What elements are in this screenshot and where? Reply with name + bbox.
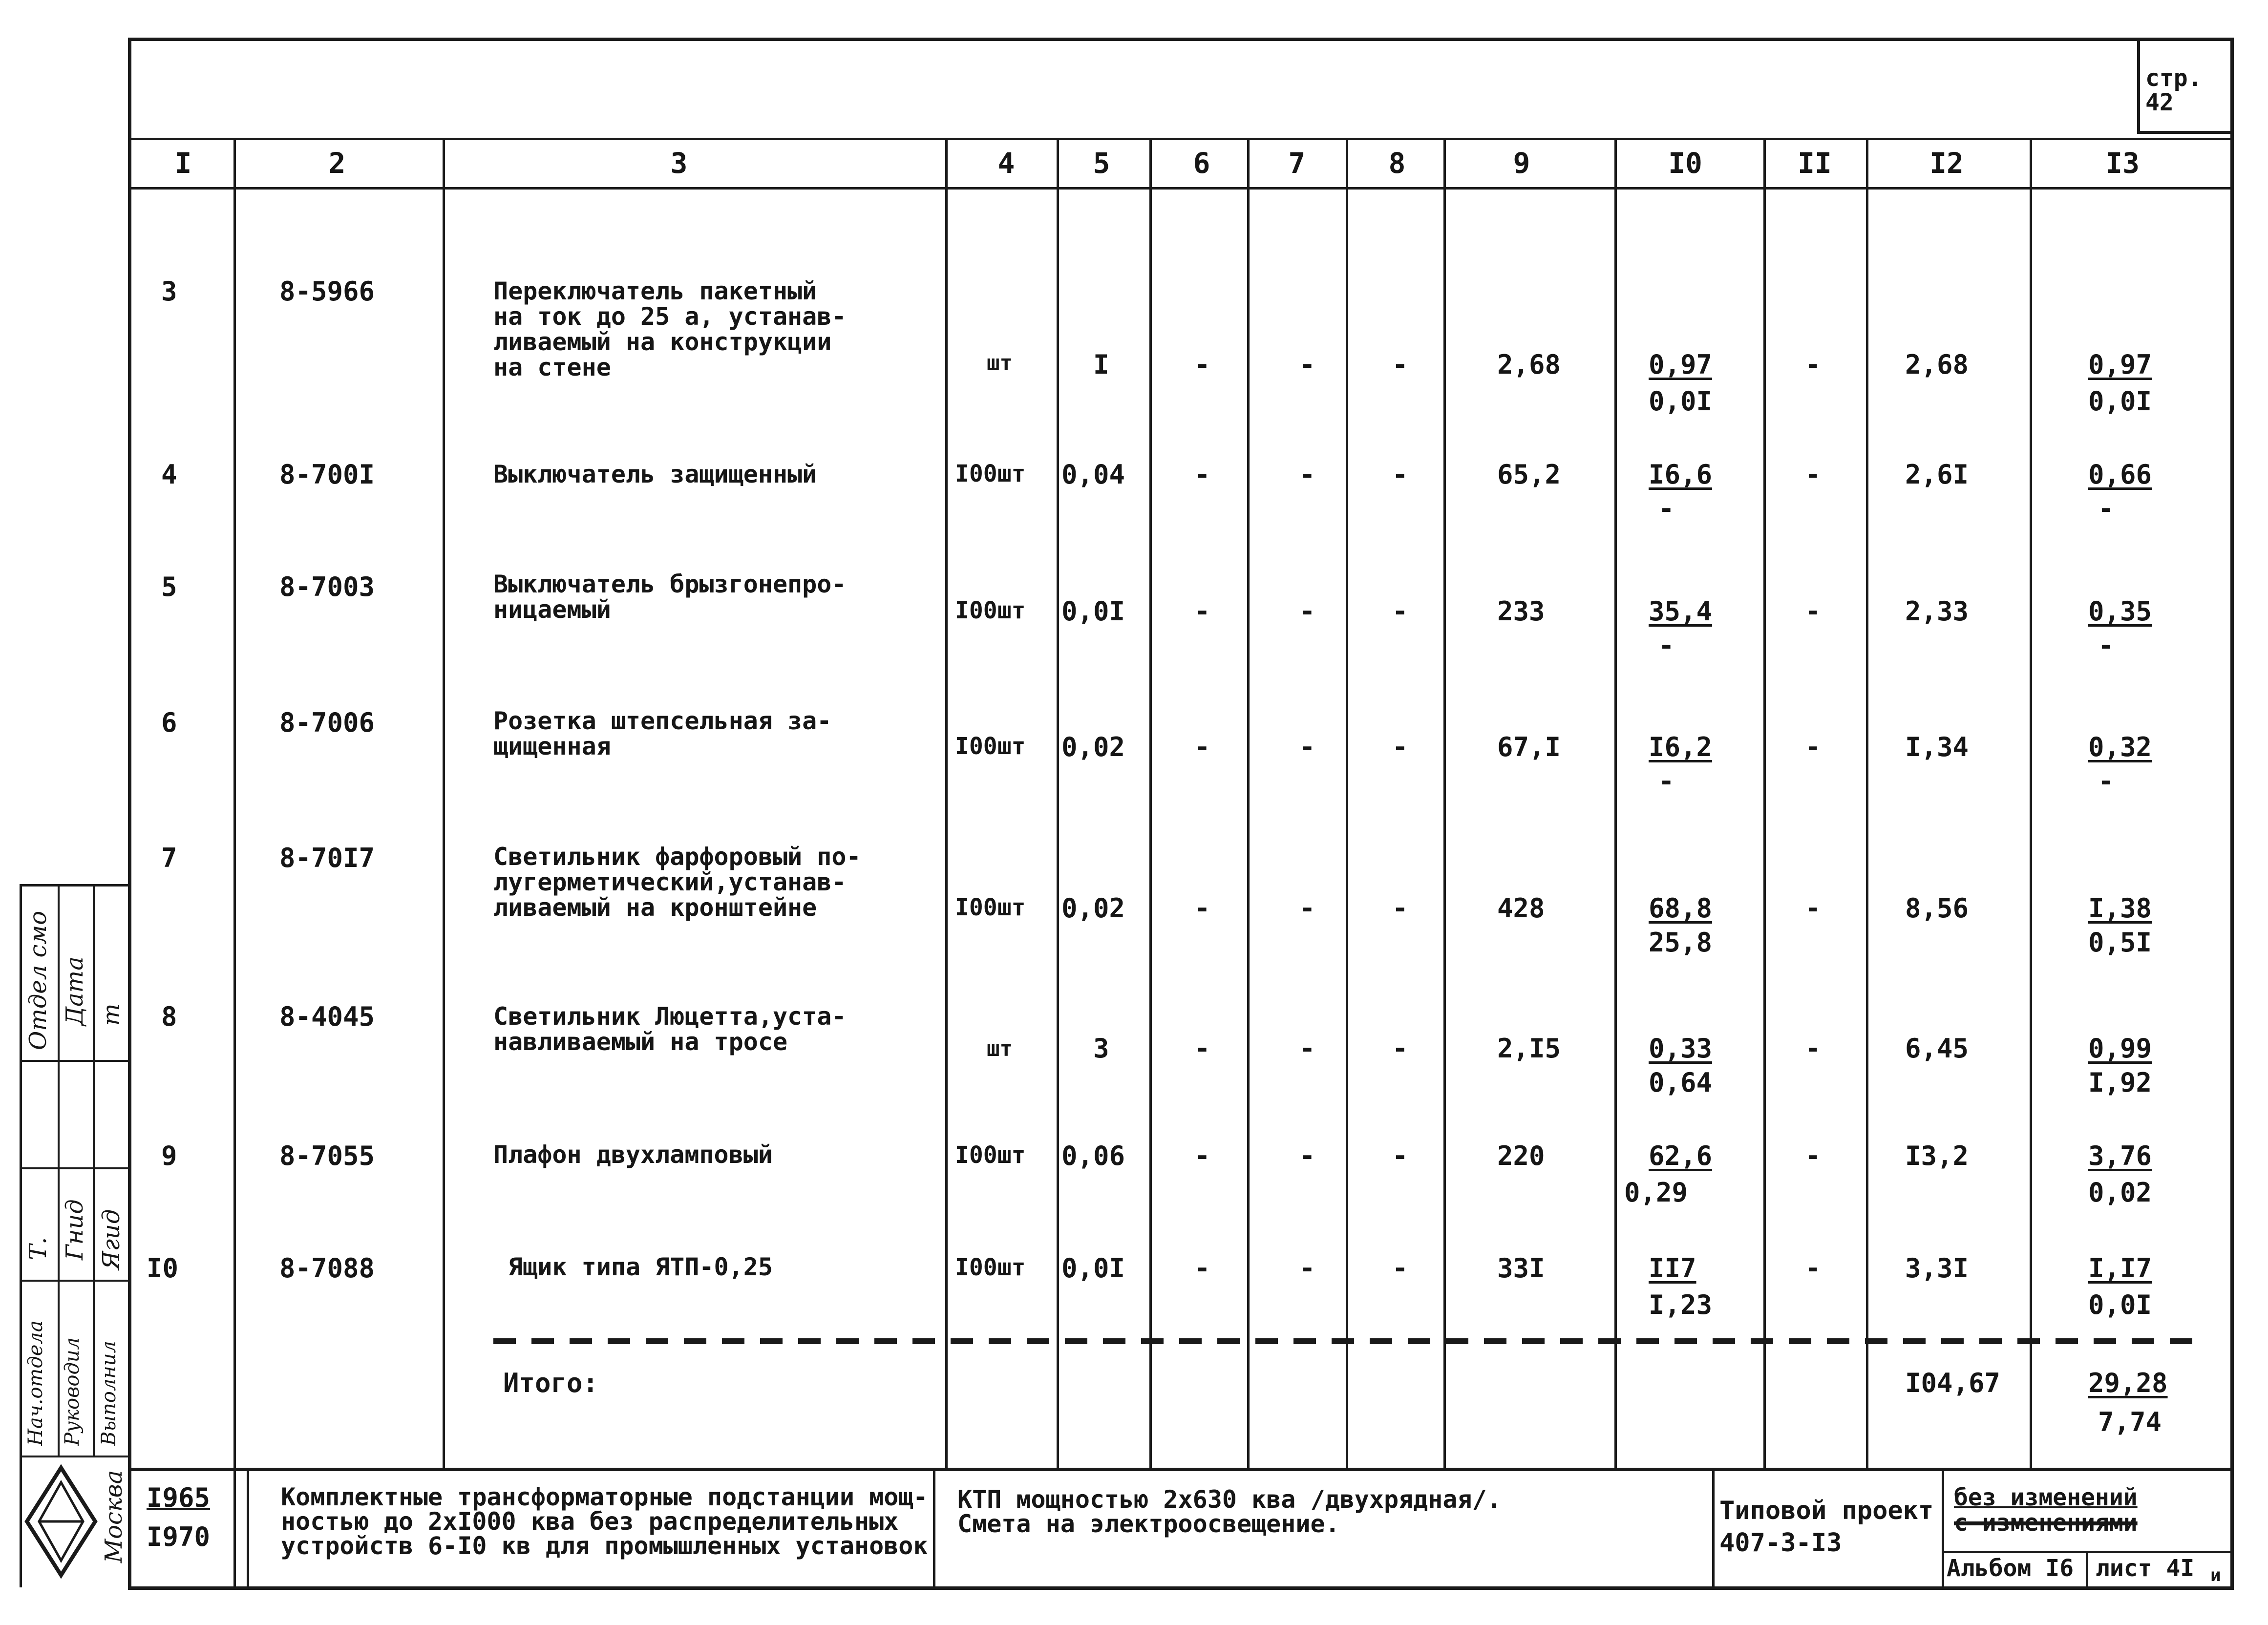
stamp-col-1 [58,884,60,1456]
year-end: I970 [147,1521,211,1552]
row-c8: - [1392,596,1408,627]
page-box-left [2137,41,2140,134]
dash-segment [608,1338,630,1344]
row-code: 8-7003 [279,571,375,602]
project-number: Типовой проект 407-3-I3 [1719,1496,1934,1558]
row-description: Светильник Люцетта,уста- навливаемый на тросе [493,1002,847,1056]
dash-segment [1065,1338,1087,1344]
total-c13-bottom: 7,74 [2098,1407,2162,1437]
change-status-2: с изменениями [1954,1509,2138,1537]
dash-segment [1979,1338,2002,1344]
row-qty: 0,06 [1061,1140,1125,1171]
dash-segment [951,1338,973,1344]
col-divider [1149,139,1152,1468]
row-c13-top: I,I7 [2088,1253,2152,1284]
row-unit: шт [987,1036,1013,1061]
stamp-signature-2: Гнид [61,1199,88,1260]
row-description: Выключатель защищенный [493,460,817,488]
row-c13-bottom: 0,02 [2088,1177,2152,1208]
row-code: 8-70I7 [279,843,375,873]
header-col-13: I3 [2105,147,2140,180]
row-c13-bottom: 0,0I [2088,386,2152,417]
dash-segment [989,1338,1011,1344]
row-c8: - [1392,459,1408,490]
header-bottom-line [131,187,2231,190]
row-c7: - [1299,1033,1315,1064]
total-c12: I04,67 [1905,1368,2001,1398]
row-c11: - [1805,732,1821,762]
dash-segment [1865,1338,1887,1344]
col-divider [1763,139,1766,1468]
row-c13-top: 0,35 [2088,596,2152,627]
dash-segment [1179,1338,1202,1344]
dash-segment [1713,1338,1735,1344]
dash-segment [1484,1338,1506,1344]
footer-div-2 [247,1469,249,1588]
year-start: I965 [147,1482,211,1513]
dash-segment [1255,1338,1278,1344]
row-qty: 3 [1093,1033,1109,1064]
row-c13-top: I,38 [2088,893,2152,924]
header-col-1: I [174,147,192,180]
institute-logo [22,1463,100,1580]
dash-segment [912,1338,935,1344]
dash-segment [1027,1338,1049,1344]
dash-segment [1827,1338,1849,1344]
dash-segment [1370,1338,1392,1344]
row-c11: - [1805,459,1821,490]
row-c8: - [1392,893,1408,924]
row-number: 4 [161,459,177,490]
row-c13-bottom: 0,5I [2088,927,2152,958]
row-c9: 233 [1497,596,1545,627]
row-number: 9 [161,1140,177,1171]
row-qty: 0,02 [1061,893,1125,924]
stamp-date-label: Дата [61,956,88,1026]
row-unit: I00шт [955,1254,1026,1281]
row-c12: I,34 [1905,732,1969,762]
row-c13-top: 0,99 [2088,1033,2152,1064]
row-c7: - [1299,349,1315,380]
footer-top-line [131,1468,2231,1471]
dash-segment [531,1338,554,1344]
header-col-5: 5 [1093,147,1110,180]
row-c7: - [1299,1140,1315,1171]
row-c13-bottom: - [2098,493,2114,524]
row-c10-top: 35,4 [1649,596,1713,627]
row-c7: - [1299,459,1315,490]
stamp-row-2 [20,1167,129,1169]
page-label: стр. 42 [2145,64,2202,116]
row-description: Светильник фарфоровый по- лугерметический,устанав- ливаемый на кронштейне [493,843,861,922]
dash-segment [2132,1338,2154,1344]
row-number: I0 [147,1253,179,1284]
row-description: Переключатель пакетный на ток до 25 а, устанав- ливаемый на конструкции на стене [493,277,847,381]
row-c10-top: 0,33 [1649,1033,1713,1064]
row-c9: 2,68 [1497,349,1561,380]
stamp-row-3 [20,1280,129,1282]
dash-segment [1408,1338,1430,1344]
row-c12: 8,56 [1905,893,1969,924]
row-c10-bottom: - [1658,766,1675,797]
row-c12: 2,6I [1905,459,1969,490]
footer-div-4 [1712,1469,1715,1588]
row-c12: 6,45 [1905,1033,1969,1064]
row-c6: - [1194,893,1210,924]
sheet-suffix: и [2210,1565,2221,1585]
row-c7: - [1299,1253,1315,1284]
row-unit: I00шт [955,733,1026,760]
dash-segment [1560,1338,1583,1344]
dash-segment [2170,1338,2192,1344]
row-c9: 65,2 [1497,459,1561,490]
row-c12: 3,3I [1905,1253,1969,1284]
album-number: Альбом I6 [1947,1555,2074,1582]
header-col-10: I0 [1668,147,1702,180]
row-c13-top: 0,32 [2088,732,2152,762]
col-divider [2030,139,2032,1468]
footer-div-3 [933,1469,935,1588]
row-c11: - [1805,349,1821,380]
row-qty: 0,04 [1061,459,1125,490]
row-c10-bottom: 0,0I [1649,386,1713,417]
footer-description-right: КТП мощностью 2х630 ква /двухрядная/. Смета на электроосвещение. [957,1485,1502,1538]
row-code: 8-4045 [279,1001,375,1032]
header-col-4: 4 [997,147,1015,180]
dash-segment [722,1338,744,1344]
stamp-col-2 [93,884,95,1456]
row-c13-bottom: I,92 [2088,1067,2152,1098]
stamp-role-executor: Выполнил [98,1341,120,1446]
row-c12: 2,33 [1905,596,1969,627]
row-unit: шт [987,351,1013,376]
header-top-line [131,138,2231,140]
row-c6: - [1194,459,1210,490]
row-qty: 0,02 [1061,732,1125,762]
row-c13-top: 0,66 [2088,459,2152,490]
row-c9: 33I [1497,1253,1545,1284]
row-unit: I00шт [955,460,1026,487]
row-c12: 2,68 [1905,349,1969,380]
total-c13-top: 29,28 [2088,1368,2168,1398]
row-description: Розетка штепсельная за- щищенная [493,707,832,760]
dash-segment [2094,1338,2116,1344]
row-c6: - [1194,349,1210,380]
row-c13-bottom: - [2098,630,2114,661]
row-c10-bottom: 25,8 [1649,927,1713,958]
sheet-number: лист 4I [2096,1555,2195,1582]
dash-segment [1446,1338,1468,1344]
col-divider [1346,139,1348,1468]
row-unit: I00шт [955,597,1026,624]
row-c9: 67,I [1497,732,1561,762]
row-c10-top: 62,6 [1649,1140,1713,1171]
row-c11: - [1805,1253,1821,1284]
row-c8: - [1392,349,1408,380]
row-c9: 2,I5 [1497,1033,1561,1064]
row-description: Выключатель брызгонепро- ницаемый [493,570,847,624]
diamond-logo-icon [22,1463,100,1580]
col-divider [1866,139,1868,1468]
dash-segment [1103,1338,1125,1344]
row-c6: - [1194,1140,1210,1171]
dash-segment [1598,1338,1621,1344]
row-c10-top: 68,8 [1649,893,1713,924]
total-label: Итого: [503,1368,599,1398]
dash-segment [836,1338,859,1344]
col-divider [945,139,948,1468]
row-c13-bottom: 0,0I [2088,1289,2152,1320]
row-c9: 220 [1497,1140,1545,1171]
row-c6: - [1194,596,1210,627]
col-divider [233,139,236,1468]
dash-segment [798,1338,821,1344]
dash-segment [684,1338,706,1344]
dash-segment [646,1338,668,1344]
row-code: 8-700I [279,459,375,490]
dash-segment [1141,1338,1164,1344]
stamp-department-label: Отдел смо [24,910,52,1050]
row-number: 6 [161,707,177,738]
frame-top [128,38,2233,41]
row-code: 8-7088 [279,1253,375,1284]
stamp-signature-1: Т. [24,1237,52,1260]
row-c11: - [1805,596,1821,627]
row-c11: - [1805,893,1821,924]
row-unit: I00шт [955,894,1026,921]
row-qty: I [1093,349,1109,380]
dash-segment [1789,1338,1811,1344]
col-divider [1247,139,1250,1468]
row-c7: - [1299,596,1315,627]
row-c10-top: I6,2 [1649,732,1713,762]
row-c10-bottom: 0,64 [1649,1067,1713,1098]
col-divider [1614,139,1617,1468]
row-code: 8-7055 [279,1140,375,1171]
dash-segment [1675,1338,1697,1344]
dash-segment [874,1338,897,1344]
change-status-1: без изменений [1954,1484,2138,1511]
frame-bottom [128,1586,2233,1590]
row-description: Ящик типа ЯТП-0,25 [493,1253,773,1281]
dash-segment [493,1338,516,1344]
row-unit: I00шт [955,1141,1026,1169]
footer-div-5 [1942,1469,1944,1588]
dash-segment [1522,1338,1545,1344]
dash-segment [1293,1338,1316,1344]
row-qty: 0,0I [1061,596,1125,627]
total-dashed-separator [493,1338,2193,1344]
row-number: 5 [161,571,177,602]
row-c7: - [1299,732,1315,762]
dash-segment [1941,1338,1964,1344]
footer-div-1 [233,1469,236,1588]
row-c6: - [1194,1033,1210,1064]
header-col-2: 2 [328,147,346,180]
row-qty: 0,0I [1061,1253,1125,1284]
row-code: 8-7006 [279,707,375,738]
dash-segment [1903,1338,1926,1344]
dash-segment [1636,1338,1659,1344]
row-c12: I3,2 [1905,1140,1969,1171]
row-code: 8-5966 [279,276,375,307]
col-divider [1057,139,1059,1468]
row-c8: - [1392,1253,1408,1284]
dash-segment [760,1338,783,1344]
row-c7: - [1299,893,1315,924]
city-label: Москва [100,1470,127,1563]
row-c6: - [1194,732,1210,762]
col-divider [1443,139,1446,1468]
stamp-role-supervisor: Руководил [61,1337,84,1446]
row-c6: - [1194,1253,1210,1284]
frame-right [2230,38,2234,1590]
header-col-6: 6 [1193,147,1210,180]
header-col-9: 9 [1513,147,1530,180]
row-number: 7 [161,843,177,873]
stamp-row-4 [20,1456,129,1457]
row-c10-bottom: I,23 [1649,1289,1713,1320]
row-c13-bottom: - [2098,766,2114,797]
stamp-top [20,884,129,886]
stamp-role-head: Нач.отдела [24,1320,47,1446]
row-c10-top: II7 [1649,1253,1696,1284]
dash-segment [1751,1338,1773,1344]
stamp-signature-3: Ягид [98,1209,125,1270]
row-c10-top: 0,97 [1649,349,1713,380]
page-box-bottom [2137,131,2232,134]
row-c8: - [1392,1033,1408,1064]
header-col-12: I2 [1929,147,1964,180]
row-c11: - [1805,1140,1821,1171]
row-c11: - [1805,1033,1821,1064]
row-c8: - [1392,1140,1408,1171]
header-col-8: 8 [1388,147,1406,180]
footer-description-left: Комплектные трансформаторные подстанции мощ- ностью до 2хI000 ква без распределительных устройств 6-I0 кв для промышленных установок [281,1483,928,1560]
row-c13-top: 0,97 [2088,349,2152,380]
dash-segment [2017,1338,2040,1344]
row-description: Плафон двухламповый [493,1140,773,1169]
dash-segment [2056,1338,2078,1344]
row-number: 8 [161,1001,177,1032]
header-col-7: 7 [1288,147,1306,180]
frame-left [128,38,131,1590]
stamp-mark: т [98,1003,125,1026]
dash-segment [570,1338,592,1344]
row-c10-bottom: - [1658,630,1675,661]
stamp-row-1 [20,1060,129,1062]
footer-album-div [2086,1551,2088,1588]
row-c13-top: 3,76 [2088,1140,2152,1171]
row-c10-bottom: - [1658,493,1675,524]
row-c8: - [1392,732,1408,762]
dash-segment [1217,1338,1240,1344]
row-c10-bottom: 0,29 [1624,1177,1688,1208]
row-c9: 428 [1497,893,1545,924]
col-divider [443,139,445,1468]
header-col-11: II [1798,147,1832,180]
row-c10-top: I6,6 [1649,459,1713,490]
header-col-3: 3 [670,147,688,180]
row-number: 3 [161,276,177,307]
dash-segment [1332,1338,1354,1344]
